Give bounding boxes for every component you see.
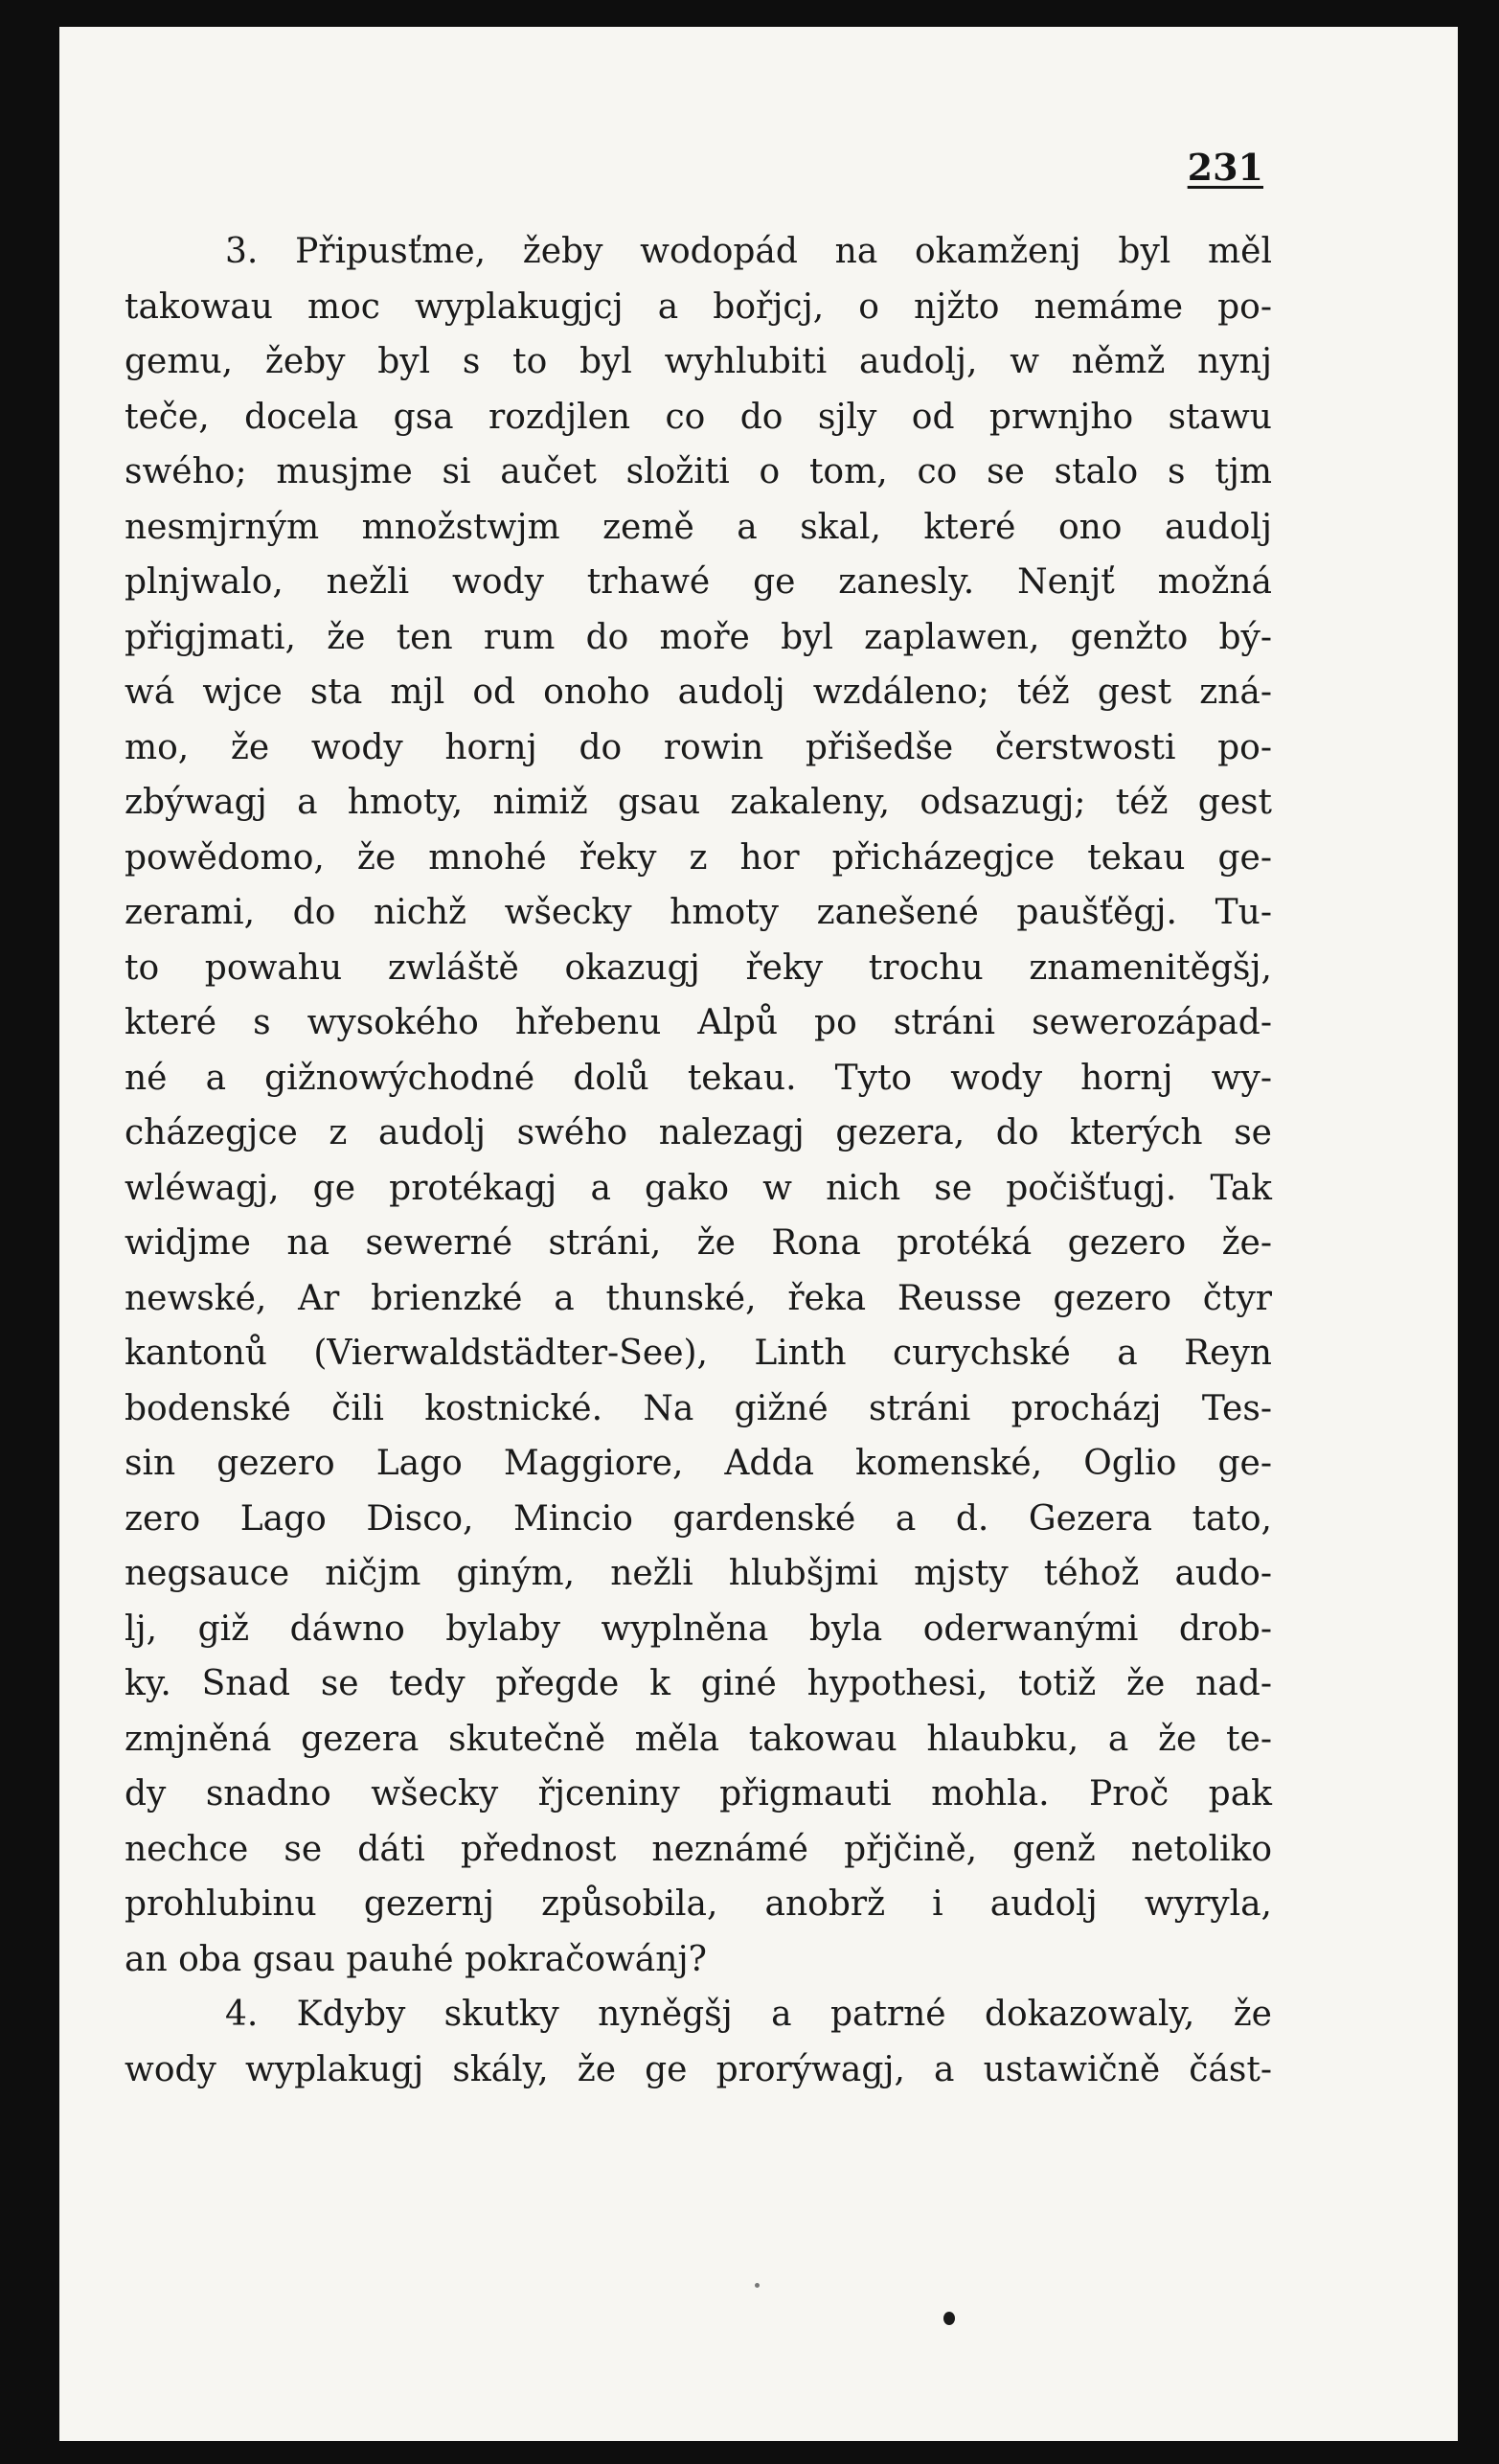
ink-speck [755, 2283, 760, 2288]
text-line: 3. Připusťme, žeby wodopád na okamženj byl měl [225, 232, 1272, 271]
text-line: 4. Kdyby skutky nyněgšj a patrné dokazowaly, že [225, 1995, 1272, 2034]
text-line: zbýwagj a hmoty, nimiž gsau zakaleny, odsazugj; též gest [125, 783, 1272, 822]
text-line: to powahu zwláště okazugj řeky trochu znamenitěgšj, [125, 947, 1272, 988]
text-line: newské, Ar brienzké a thunské, řeka Reusse gezero čtyr [125, 1278, 1272, 1318]
text-line: plnjwalo, nežli wody trhawé ge zanesly. Nenjť možná [125, 562, 1272, 602]
ink-speck [943, 2312, 955, 2325]
text-line: wody wyplakugj skály, že ge prorýwagj, a ustawičně část- [125, 2049, 1272, 2089]
text-line: přigjmati, že ten rum do moře byl zaplawen, genžto bý- [125, 617, 1272, 657]
text-line: swého; musjme si aučet složiti o tom, co se stalo s tjm [125, 452, 1272, 491]
text-line: sin gezero Lago Maggiore, Adda komenské, Oglio ge- [125, 1444, 1272, 1483]
text-line: zero Lago Disco, Mincio gardenské a d. Gezera tato, [125, 1498, 1272, 1539]
page-number: 231 [1187, 146, 1263, 189]
text-line: teče, docela gsa rozdjlen co do sjly od prwnjho stawu [125, 397, 1272, 437]
text-line: widjme na sewerné stráni, že Rona protéká gezero že- [125, 1223, 1272, 1263]
text-line: wá wjce sta mjl od onoho audolj wzdáleno; též gest zná- [125, 673, 1272, 712]
text-line: které s wysokého hřebenu Alpů po stráni sewerozápad- [125, 1003, 1272, 1042]
text-line: kantonů (Vierwaldstädter-See), Linth curychské a Reyn [125, 1334, 1272, 1373]
text-line: zerami, do nichž wšecky hmoty zanešené paušťěgj. Tu- [125, 893, 1272, 932]
text-line: powědomo, že mnohé řeky z hor přicházegjce tekau ge- [125, 837, 1272, 878]
text-line: lj, giž dáwno bylaby wyplněna byla oderwanými drob- [125, 1608, 1272, 1649]
text-line: bodenské čili kostnické. Na gižné stráni procházj Tes- [125, 1388, 1272, 1428]
text-line: nesmjrným množstwjm země a skal, které ono audolj [125, 507, 1272, 547]
text-line: dy snadno wšecky řjceniny přigmauti mohla. Proč pak [125, 1774, 1272, 1814]
text-line: ky. Snad se tedy přegde k giné hypothesi, totiž že nad- [125, 1664, 1272, 1703]
text-line: prohlubinu gezernj způsobila, anobrž i audolj wyryla, [125, 1884, 1272, 1924]
text-line: negsauce ničjm giným, nežli hlubšjmi mjsty téhož audo- [125, 1554, 1272, 1593]
text-line: takowau moc wyplakugjcj a bořjcj, o njžto nemáme po- [125, 286, 1272, 327]
text-line: zmjněná gezera skutečně měla takowau hlaubku, a že te- [125, 1719, 1272, 1759]
body-text [125, 224, 1272, 2097]
text-line: wléwagj, ge protékagj a gako w nich se počišťugj. Tak [125, 1168, 1272, 1208]
text-line: mo, že wody hornj do rowin přišedše čerstwosti po- [125, 727, 1272, 767]
text-line: nechce se dáti přednost neznámé přjčině, genž netoliko [125, 1829, 1272, 1869]
text-line: né a gižnowýchodné dolů tekau. Tyto wody hornj wy- [125, 1058, 1272, 1098]
text-line: gemu, žeby byl s to byl wyhlubiti audolj, w němž nynj [125, 342, 1272, 381]
text-line: cházegjce z audolj swého nalezagj gezera, do kterých se [125, 1113, 1272, 1152]
text-line: an oba gsau pauhé pokračowánj? [125, 1939, 707, 1979]
